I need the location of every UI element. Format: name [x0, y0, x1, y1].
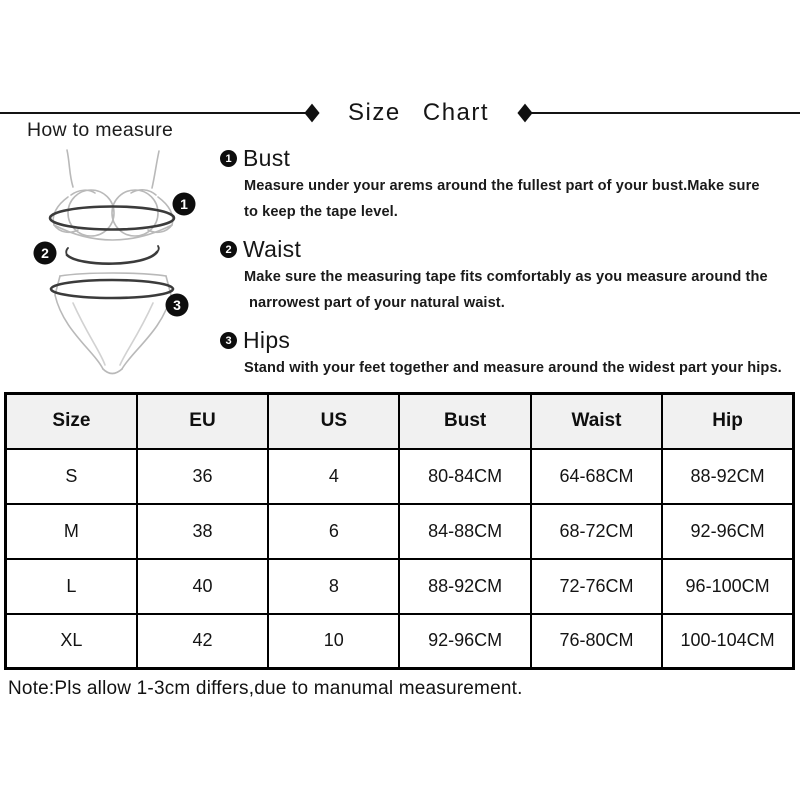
cell-eu: 40 — [137, 559, 268, 614]
measurement-note: Note:Pls allow 1-3cm differs,due to manumal measurement. — [8, 678, 523, 699]
col-header-bust: Bust — [399, 394, 530, 449]
hips-description-line: Stand with your feet together and measure around the widest part your hips. — [244, 360, 782, 376]
waist-number-badge: 2 — [220, 241, 237, 258]
col-header-size: Size — [6, 394, 137, 449]
bust-description-line: to keep the tape level. — [244, 204, 398, 220]
size-table-header-row — [6, 394, 794, 449]
col-header-eu: EU — [137, 394, 268, 449]
diamond-icon — [517, 104, 532, 123]
cell-waist: 64-68CM — [531, 449, 662, 504]
col-header-waist: Waist — [531, 394, 662, 449]
cell-bust: 88-92CM — [399, 559, 530, 614]
section-bust — [220, 144, 795, 225]
cell-size: M — [6, 504, 137, 559]
cell-us: 6 — [268, 504, 399, 559]
cell-waist: 76-80CM — [531, 614, 662, 669]
section-waist — [220, 235, 795, 316]
marker-2-label: 2 — [41, 245, 49, 261]
marker-3-label: 3 — [173, 297, 181, 313]
cell-size: XL — [6, 614, 137, 669]
cell-hip: 88-92CM — [662, 449, 793, 504]
table-row-xl — [6, 614, 794, 669]
hips-number-badge: 3 — [220, 332, 237, 349]
table-row-m — [6, 504, 794, 559]
cell-bust: 80-84CM — [399, 449, 530, 504]
cell-us: 4 — [268, 449, 399, 504]
cell-waist: 72-76CM — [531, 559, 662, 614]
col-header-us: US — [268, 394, 399, 449]
cell-us: 10 — [268, 614, 399, 669]
hips-title: Hips — [243, 327, 291, 353]
cell-hip: 100-104CM — [662, 614, 793, 669]
cell-size: L — [6, 559, 137, 614]
cell-us: 8 — [268, 559, 399, 614]
hips-description — [220, 355, 795, 381]
cell-eu: 38 — [137, 504, 268, 559]
size-table — [4, 392, 795, 670]
bust-number-badge: 1 — [220, 150, 237, 167]
waist-description-line: Make sure the measuring tape fits comfortably as you measure around the — [244, 269, 768, 285]
cell-size: S — [6, 449, 137, 504]
title-rule-left — [0, 112, 306, 114]
how-to-measure-title: How to measure — [27, 119, 174, 141]
title-rule-right — [531, 112, 800, 114]
bikini-outline — [53, 150, 173, 374]
bust-description — [220, 173, 795, 225]
col-header-hip: Hip — [662, 394, 793, 449]
bust-title: Bust — [243, 145, 291, 171]
cell-bust: 84-88CM — [399, 504, 530, 559]
cell-eu: 36 — [137, 449, 268, 504]
marker-1-label: 1 — [180, 196, 188, 212]
measure-sections — [220, 144, 795, 391]
cell-hip: 92-96CM — [662, 504, 793, 559]
section-bust-heading — [220, 144, 795, 173]
cell-bust: 92-96CM — [399, 614, 530, 669]
bust-description-line: Measure under your arems around the fullest part of your bust.Make sure — [244, 178, 760, 194]
waist-title: Waist — [243, 236, 302, 262]
cell-waist: 68-72CM — [531, 504, 662, 559]
page-title: Size Chart — [348, 99, 490, 126]
cell-hip: 96-100CM — [662, 559, 793, 614]
table-row-s — [6, 449, 794, 504]
section-waist-heading — [220, 235, 795, 264]
diamond-icon — [304, 104, 319, 123]
waist-description-line: narrowest part of your natural waist. — [249, 295, 505, 311]
section-hips — [220, 326, 795, 381]
waist-description — [220, 264, 795, 316]
cell-eu: 42 — [137, 614, 268, 669]
table-row-l — [6, 559, 794, 614]
bikini-measure-illustration — [15, 145, 225, 385]
section-hips-heading — [220, 326, 795, 355]
